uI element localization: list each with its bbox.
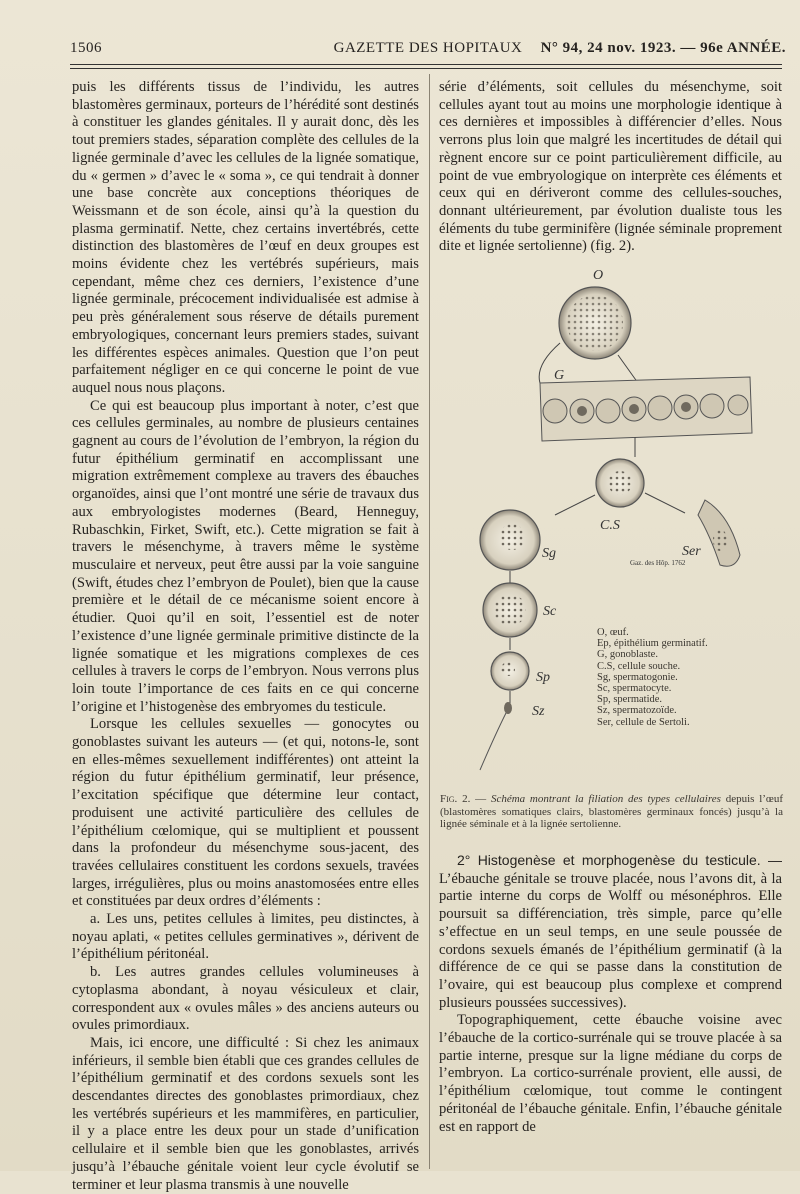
legend-item: Sg, spermatogonie. (597, 671, 678, 683)
section-heading: 2° Histogenèse et morphogenèse du testicule. — (457, 852, 782, 868)
legend-item: O, œuf. (597, 627, 629, 638)
paragraph: L’ébauche génitale se trouve placée, nous l’avons dit, à la partie interne du corps de Wolff ou mésonéphros. Elle poursuit sa différenciation, très simple, parce qu’elle s’effectue en un seul temps, en une seule poussée de cordons sexuels émanés de l’épithélium germinatif (à la différence de ce qui se passe dans la constitution de l’ovaire, qui est beaucoup plus complexe et comprend plusieurs poussées successives). (439, 870, 782, 1011)
spermatid (491, 652, 529, 690)
caption-label: Fig. 2. — (440, 793, 487, 805)
label-ser: Ser (682, 544, 701, 559)
right-column-top (439, 79, 782, 256)
page-number: 1506 (70, 40, 102, 56)
issue-info: N° 94, 24 nov. 1923. — 96e ANNÉE. (540, 40, 786, 56)
legend-item: Sp, spermatide. (597, 694, 663, 706)
engraver-signature: Gaz. des Hôp. 1762 (630, 559, 686, 567)
header-rule (70, 64, 782, 65)
stem-cell (596, 459, 644, 507)
arrow-icon (555, 495, 595, 515)
page-header (70, 40, 786, 62)
label-g: G (554, 368, 565, 383)
right-column-bottom (439, 852, 782, 1136)
label-cs: C.S (600, 518, 620, 533)
label-sz: Sz (532, 704, 545, 719)
egg-cell (559, 287, 631, 359)
paragraph: a. Les uns, petites cellules à limites, peu distinctes, à noyau aplati, « petites cellules germinatives », dérivent de l’épithélium péritonéal. (72, 911, 419, 963)
caption-text: depuis l’œuf (blastomères somatiques clairs, blastomères germinaux foncés) jusqu’à la lignée séminale et à la lignée sertolienne. (440, 793, 784, 831)
paragraph: Mais, ici encore, une difficulté : Si chez les animaux inférieurs, il semble bien établi que ces grandes cellules de l’épithélium germinatif et des cordons sexuels sont les descendantes directes des gonoblastes primordiaux, chez les vertébrés supérieurs et les mammifères, en particulier, il y a place entre les deux pour un stade d’unification cellulaire et il semble bien que les gonoblastes, arrivés jusqu’à l’ébauche génitale voient leur cycle évolutif se terminer et leur plasma transmis à une nouvelle (72, 1034, 419, 1193)
arrow-icon (618, 355, 638, 383)
paragraph: Lorsque les cellules sexuelles — gonocytes ou gonoblastes suivant les auteurs — (et qui, notons-le, sont en elles-mêmes sexuellement indifférentes) ont atteint la région du futur épithélium germinatif, leur présence, l’excitation spécifique que détermine leur contact, produisent une activité particulière des cellules de l’épithélium cœlomique, qui se multiplient et poussent dans la profondeur du mésenchyme sous-jacent, des travées cellulaires constituent les cordons sexuels, travées larges, irrégulières, plus ou moins anastomosées entre elles et constituées par deux ordres d’éléments : (72, 716, 419, 910)
spermatozoon (480, 702, 512, 770)
figure-caption (440, 793, 783, 831)
legend-item: Ser, cellule de Sertoli. (597, 716, 690, 728)
label-sg: Sg (542, 546, 556, 561)
paragraph: b. Les autres grandes cellules volumineuses à cytoplasma abondant, à noyau vésiculeux et clair, correspondent aux « ovules mâles » des anciens auteurs ou ovules primordiaux. (72, 964, 419, 1034)
legend-item: Sz, spermatozoïde. (597, 705, 677, 717)
figure-legend (597, 627, 787, 728)
germinal-epithelium (540, 377, 752, 441)
legend-item: Sc, spermatocyte. (597, 683, 672, 695)
paragraph: puis les différents tissus de l’individu, les autres blastomères germinaux, porteurs de l’hérédité sont destinés à constituer les glandes génitales. Il y aurait donc, dès les tout premiers stades, séparation complète des cellules de la lignée germinale d’avec les cellules de la lignée somatique, du « germen » d’avec le « soma », ce qui tendrait à donner une base concrète aux conceptions théoriques de Weissmann et de son école, ainsi qu’à la question du plasma germinatif. Nette, chez certains invertébrés, cette distinction des blastomères de l’œuf en deux groupes est moins évidente chez les vertébrés supérieurs, mais cependant, même chez ces derniers, l’existence d’une lignée germinale, précocement individualisée est admise à peu près généralement sous réserve de détails purement embryologiques, concernant leurs premiers stades, suivant les différentes espèces animales. Question que l’on peut parfaitement négliger en ce qui concerne le point de vue auquel nous nous plaçons. (72, 79, 419, 396)
spermatogonium (480, 510, 540, 570)
column-divider (429, 74, 430, 1169)
left-column (72, 79, 419, 1193)
legend-item: G, gonoblaste. (597, 649, 658, 661)
legend-item: C.S, cellule souche. (597, 660, 681, 672)
spermatocyte (483, 583, 537, 637)
caption-title: Schéma montrant la filiation des types cellulaires (490, 793, 721, 805)
label-o: O (593, 268, 604, 283)
paragraph: série d’éléments, soit cellules du mésenchyme, soit cellules ayant tout au moins une morphologie identique à ces dernières et impossibles à différencier d’elles. Nous verrons plus loin que malgré les incertitudes de détail qui règnent encore sur ce point particulièrement difficile, au point de vue embryologique on interprète ces éléments et ceux qui en dériveront comme des cellules-souches, donnant ultérieurement, par évolution dualiste tous les éléments du tube germinifère (lignée séminale proprement dite et lignée sertolienne) (fig. 2). (439, 79, 782, 255)
arrow-icon (645, 493, 685, 513)
paragraph: Topographiquement, cette ébauche voisine avec l’ébauche de la cortico-surrénale qui se trouve placée à sa partie interne, presque sur la ligne médiane du corps de l’embryon. La cortico-surrénale provient, elle aussi, de l’épithélium cœlomique, tout comme le contingent péritonéal de l’ébauche génitale. Enfin, l’ébauche génitale est en rapport de (439, 1012, 782, 1135)
sertoli-cell (698, 500, 740, 566)
header-rule-secondary (70, 68, 782, 69)
journal-title: GAZETTE DES HOPITAUX (333, 40, 523, 56)
paragraph: Ce qui est beaucoup plus important à noter, c’est que ces cellules germinales, au nombre de plusieurs centaines gagnent au cours de l’évolution de l’embryon, la région du futur épithélium germinatif en accomplissant une migration extrêmement complexe au travers des ébauches organoïdes, ainsi que l’ont montré une série de travaux dus aux embryologistes modernes (Beard, Henneguy, Rubaschkin, Firket, Swift, etc.). Cette migration se fait à travers le mésenchyme, à travers même le système musculaire et nerveux, peut être aussi par la voie sanguine (Swift, études chez l’embryon de Poulet), bien que la cause première et le détail de ce mécanisme soient encore à étudier. Quoi qu’il en soit, l’essentiel est de noter l’existence d’une lignée germinale primitive distincte de la lignée somatique et les migrations complexes de ces cellules à travers le corps de l’embryon. Nous verrons plus loin toute l’importance de ces faits en ce qui concerne l’origine et l’histogenèse des embryomes du testicule. (72, 397, 419, 715)
label-sp: Sp (536, 670, 550, 685)
label-sc: Sc (543, 604, 557, 619)
legend-item: Ep, épithélium germinatif. (597, 638, 708, 650)
